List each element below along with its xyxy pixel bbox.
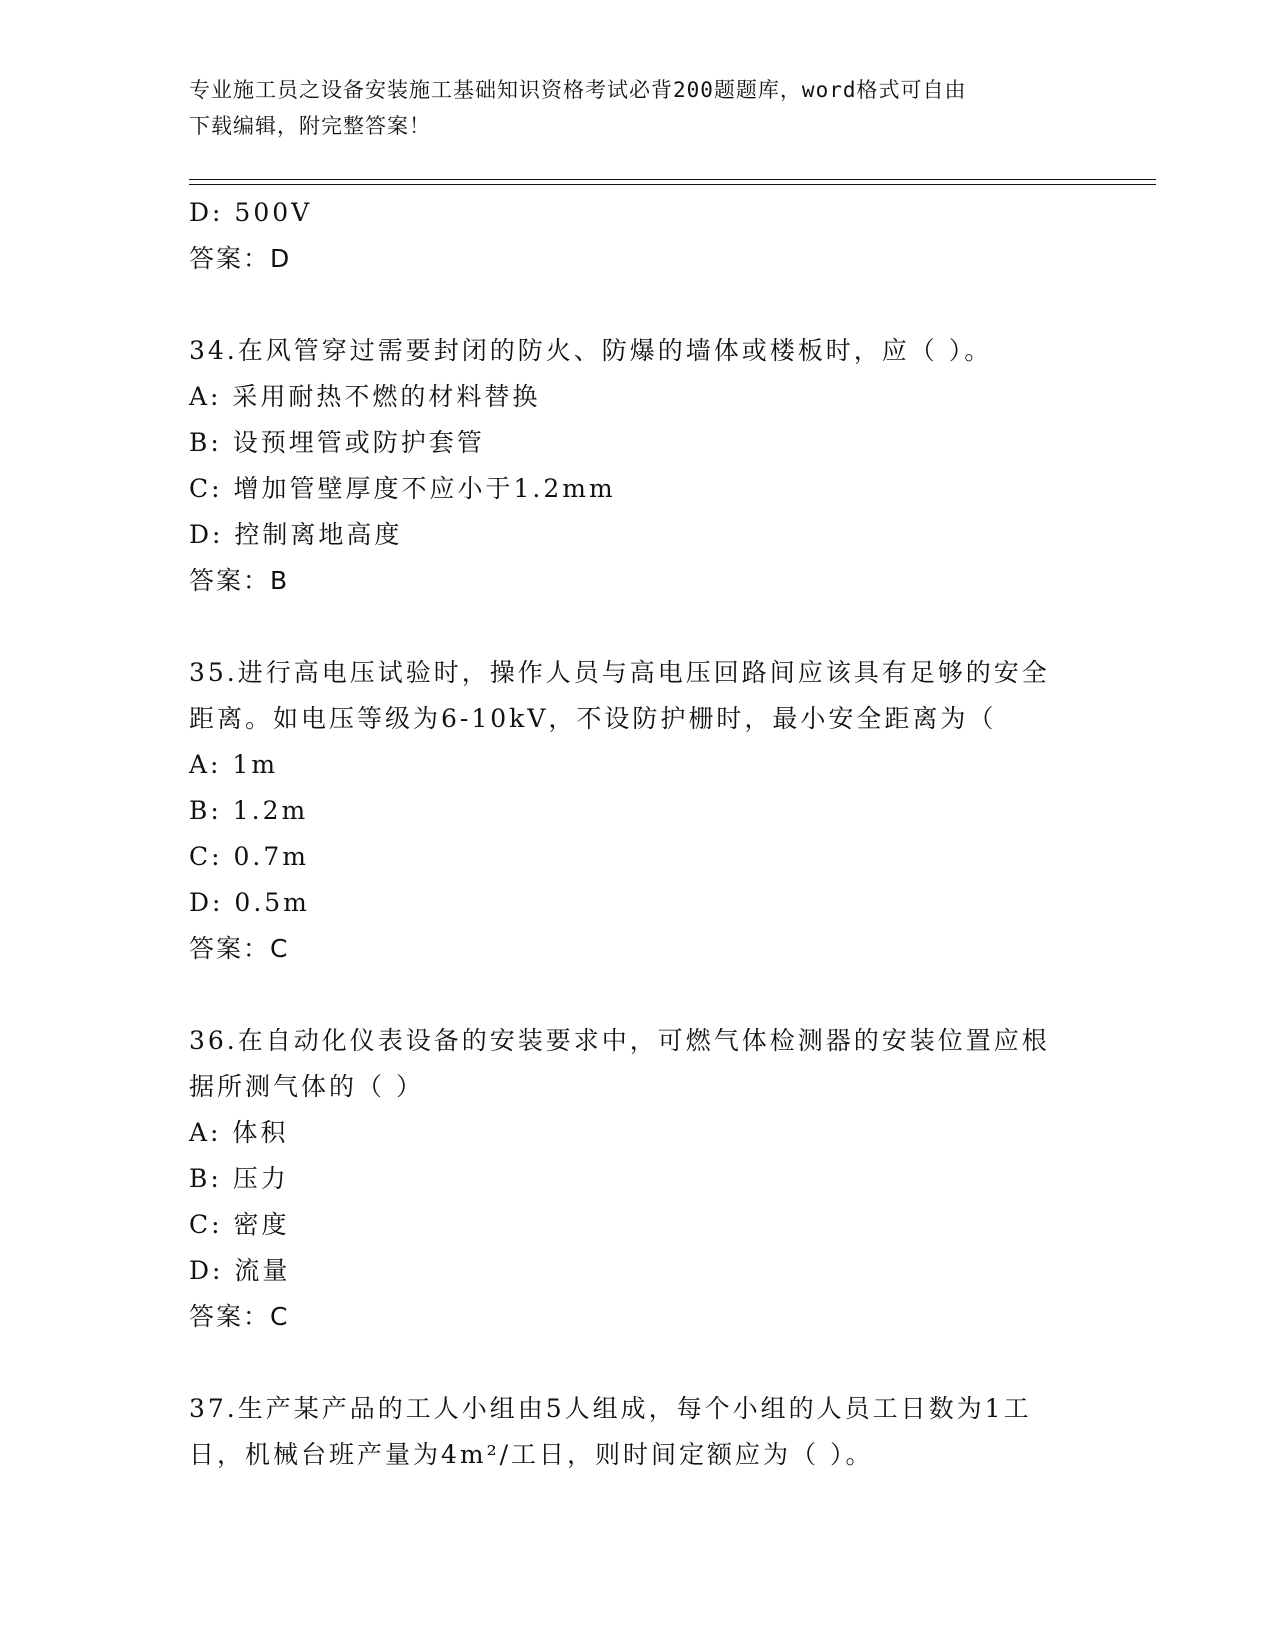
question-36-option-d: D: 流量 bbox=[189, 1256, 291, 1285]
question-34-text: 34.在风管穿过需要封闭的防火、防爆的墙体或楼板时，应（ ）。 bbox=[189, 336, 993, 365]
question-37-text-line-1: 37.生产某产品的工人小组由5人组成，每个小组的人员工日数为1工 bbox=[189, 1394, 1032, 1423]
question-36-text-line-1: 36.在自动化仪表设备的安装要求中，可燃气体检测器的安装位置应根 bbox=[189, 1026, 1050, 1055]
question-36-answer: 答案：C bbox=[189, 1302, 290, 1331]
question-35-text-line-2: 距离。如电压等级为6-10kV，不设防护栅时，最小安全距离为（ bbox=[189, 704, 997, 733]
question-37-text-line-2: 日，机械台班产量为4m²/工日，则时间定额应为（ ）。 bbox=[189, 1440, 874, 1469]
spacer bbox=[189, 972, 1089, 1018]
spacer bbox=[189, 1340, 1089, 1386]
question-35-text-line-1: 35.进行高电压试验时，操作人员与高电压回路间应该具有足够的安全 bbox=[189, 658, 1050, 687]
option-d: D: 500V bbox=[189, 198, 313, 227]
header-divider-top bbox=[189, 179, 1156, 180]
question-36-option-a: A: 体积 bbox=[189, 1118, 289, 1147]
question-36-option-c: C: 密度 bbox=[189, 1210, 290, 1239]
question-34-option-d: D: 控制离地高度 bbox=[189, 520, 403, 549]
question-34-option-c: C: 增加管壁厚度不应小于1.2mm bbox=[189, 474, 616, 503]
question-content bbox=[189, 190, 1089, 1478]
question-34-option-b: B: 设预埋管或防护套管 bbox=[189, 428, 485, 457]
spacer bbox=[189, 604, 1089, 650]
header-line-1: 专业施工员之设备安装施工基础知识资格考试必背200题题库，word格式可自由 bbox=[189, 78, 967, 102]
question-35-option-b: B: 1.2m bbox=[189, 796, 309, 825]
question-35-option-c: C: 0.7m bbox=[189, 842, 309, 871]
header-divider-bottom bbox=[189, 184, 1156, 185]
question-34-answer: 答案：B bbox=[189, 566, 290, 595]
question-36-option-b: B: 压力 bbox=[189, 1164, 289, 1193]
document-header bbox=[189, 72, 1089, 144]
answer-line: 答案：D bbox=[189, 244, 292, 273]
header-line-2: 下载编辑，附完整答案！ bbox=[189, 114, 431, 138]
question-35-option-d: D: 0.5m bbox=[189, 888, 310, 917]
question-35-answer: 答案：C bbox=[189, 934, 290, 963]
spacer bbox=[189, 282, 1089, 328]
question-34-option-a: A: 采用耐热不燃的材料替换 bbox=[189, 382, 541, 411]
question-35-option-a: A: 1m bbox=[189, 750, 279, 779]
question-36-text-line-2: 据所测气体的（ ） bbox=[189, 1072, 424, 1101]
